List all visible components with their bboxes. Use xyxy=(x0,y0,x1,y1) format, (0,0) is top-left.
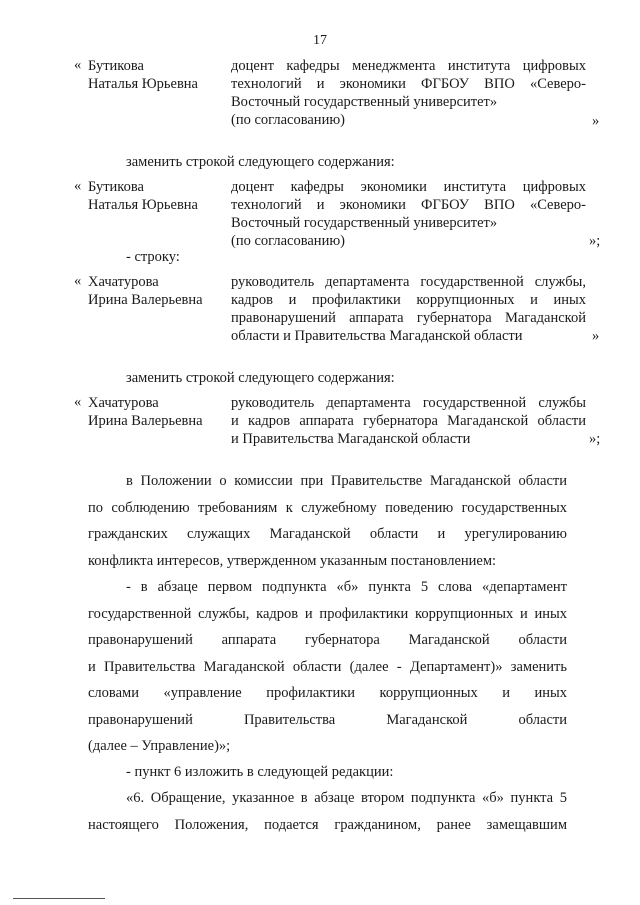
given-names: Ирина Валерьевна xyxy=(88,292,203,308)
paragraph-line: правонарушений Правительства Магаданской области xyxy=(88,711,567,728)
opening-quote: « xyxy=(74,394,82,410)
member-name xyxy=(88,394,203,430)
member-name xyxy=(88,273,203,309)
position-line: руководитель департамента государственной службы, xyxy=(231,274,586,290)
line-label: - строку: xyxy=(126,249,180,265)
paragraph-line: правонарушений аппарата губернатора Магаданской области xyxy=(88,632,567,648)
surname: Бутикова xyxy=(88,179,144,195)
position-line: правонарушений аппарата губернатора Магаданской xyxy=(231,310,586,326)
opening-quote: « xyxy=(74,57,82,73)
position-line: доцент кафедры экономики института цифровых xyxy=(231,179,586,195)
position-line: и кадров аппарата губернатора Магаданской области xyxy=(231,413,586,429)
closing-quote: »; xyxy=(589,431,601,447)
position-line: Восточный государственный университет» xyxy=(231,215,498,231)
body-paragraph xyxy=(88,472,567,578)
body-paragraph xyxy=(88,789,567,842)
position-line: области и Правительства Магаданской области xyxy=(231,328,523,344)
paragraph-line: настоящего Положения, подается гражданином, ранее замещавшим xyxy=(88,816,567,833)
paragraph-line: государственной службы, кадров и профилактики коррупционных и иных xyxy=(88,605,567,622)
position-line: технологий и экономики ФГБОУ ВПО «Северо- xyxy=(231,76,586,92)
position-line: (по согласованию) xyxy=(231,233,345,249)
position-line: кадров и профилактики коррупционных и иных xyxy=(231,292,586,308)
member-name xyxy=(88,178,198,214)
replace-instruction: заменить строкой следующего содержания: xyxy=(126,370,395,386)
position-line: Восточный государственный университет» xyxy=(231,94,498,110)
closing-quote: » xyxy=(592,113,600,129)
footer-rule xyxy=(13,898,105,899)
replace-instruction: заменить строкой следующего содержания: xyxy=(126,154,395,170)
paragraph-line: «6. Обращение, указанное в абзаце втором подпункта «б» пункта 5 xyxy=(126,790,567,806)
given-names: Наталья Юрьевна xyxy=(88,197,198,213)
position-line: и Правительства Магаданской области xyxy=(231,431,471,447)
position-line: доцент кафедры менеджмента института цифровых xyxy=(231,58,586,74)
position-line: технологий и экономики ФГБОУ ВПО «Северо- xyxy=(231,197,586,213)
paragraph-line: - в абзаце первом подпункта «б» пункта 5 слова «департамент xyxy=(126,579,567,595)
body-paragraph xyxy=(88,578,567,764)
paragraph-line: - пункт 6 изложить в следующей редакции: xyxy=(126,764,394,780)
given-names: Наталья Юрьевна xyxy=(88,76,198,92)
paragraph-line: словами «управление профилактики коррупционных и иных xyxy=(88,685,567,701)
position-line: руководитель департамента государственной службы xyxy=(231,395,586,411)
paragraph-line: гражданских служащих Магаданской области и урегулированию xyxy=(88,526,567,542)
given-names: Ирина Валерьевна xyxy=(88,413,203,429)
paragraph-line: (далее – Управление)»; xyxy=(88,738,231,754)
paragraph-line: и Правительства Магаданской области (далее - Департамент)» заменить xyxy=(88,658,567,675)
member-position xyxy=(231,273,586,345)
member-position xyxy=(231,178,586,250)
body-paragraph xyxy=(88,763,567,790)
paragraph-line: конфликта интересов, утвержденном указанным постановлением: xyxy=(88,552,497,569)
paragraph-line: в Положении о комиссии при Правительстве Магаданской области xyxy=(126,473,567,489)
member-position xyxy=(231,394,586,448)
closing-quote: »; xyxy=(589,233,601,249)
surname: Хачатурова xyxy=(88,395,159,411)
position-line: (по согласованию) xyxy=(231,112,345,128)
opening-quote: « xyxy=(74,178,82,194)
surname: Хачатурова xyxy=(88,274,159,290)
member-position xyxy=(231,57,586,129)
paragraph-line: по соблюдению требованиям к служебному поведению государственных xyxy=(88,499,567,516)
member-name xyxy=(88,57,198,93)
closing-quote: » xyxy=(592,328,600,344)
page-number: 17 xyxy=(313,33,327,48)
surname: Бутикова xyxy=(88,58,144,74)
opening-quote: « xyxy=(74,273,82,289)
